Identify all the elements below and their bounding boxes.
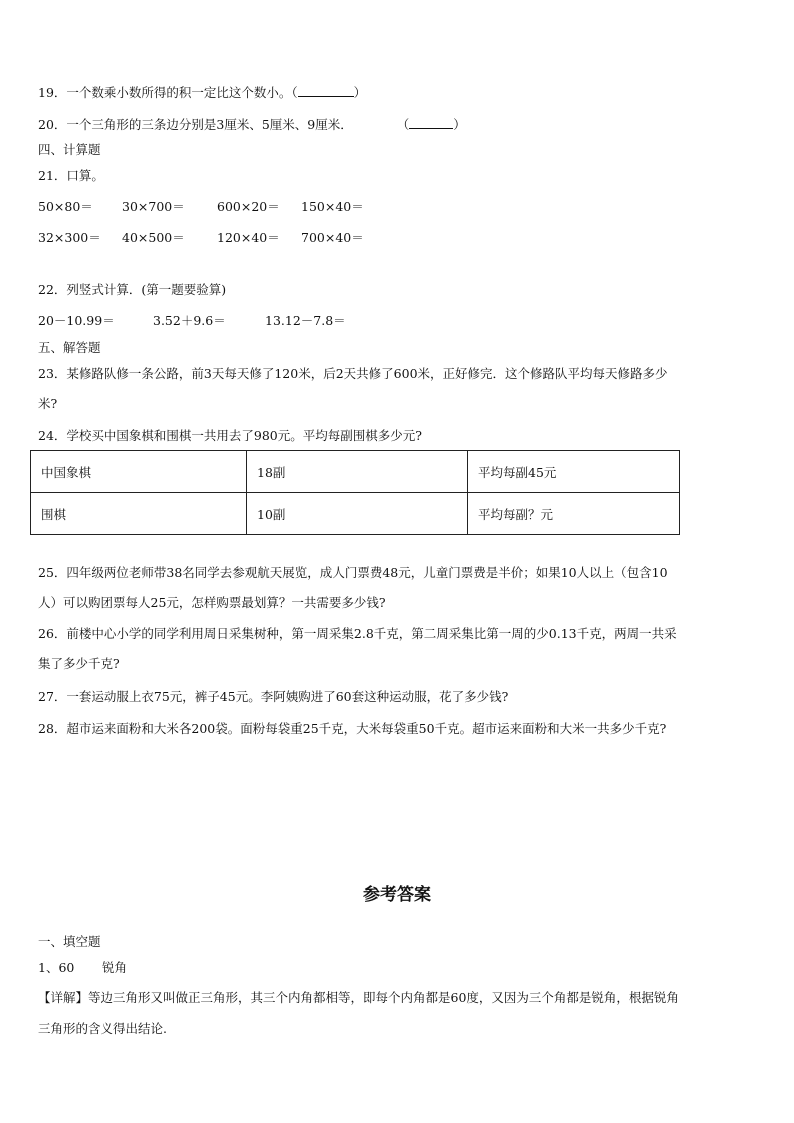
answer-detail-line-2: 三角形的含义得出结论. [38,1021,167,1036]
chess-price-table [30,450,680,535]
table-row [31,493,680,535]
oral-calc-row-2 [38,230,364,246]
question-20-text: 20．一个三角形的三条边分别是3厘米、5厘米、9厘米． [38,117,353,132]
question-19-text: 19．一个数乘小数所得的积一定比这个数小。（ [38,85,298,100]
answers-title: 参考答案 [363,885,431,905]
calc-item: 150×40＝ [301,199,364,214]
calc-item: 13.12－7.8＝ [265,313,346,328]
table-cell: 10副 [247,493,468,535]
question-22-label: 22．列竖式计算．(第一题要验算) [38,282,227,297]
question-24-text: 24．学校买中国象棋和围棋一共用去了980元。平均每副围棋多少元? [38,428,422,443]
question-20 [38,116,466,133]
calc-item: 32×300＝ [38,230,101,245]
table-cell: 平均每副45元 [468,451,680,493]
answer-detail-line-1: 【详解】等边三角形又叫做正三角形，其三个内角都相等，即每个内角都是60度，又因为三个角都是锐角，根据锐角 [38,990,679,1005]
answer-1 [38,960,127,976]
question-25-line-2: 人）可以购团票每人25元，怎样购票最划算？一共需要多少钱? [38,595,386,610]
answer-1-extra: 锐角 [102,960,128,975]
calc-item: 700×40＝ [301,230,364,245]
vertical-calc-row [38,313,346,329]
table-cell: 18副 [247,451,468,493]
question-21-label: 21．口算。 [38,168,104,183]
calc-item: 600×20＝ [217,199,280,214]
table-cell: 围棋 [31,493,247,535]
question-23-line-2: 米? [38,396,58,411]
calc-item: 20－10.99＝ [38,313,115,328]
table-row [31,451,680,493]
question-26-line-2: 集了多少千克? [38,656,120,671]
calc-item: 40×500＝ [122,230,185,245]
question-28: 28．超市运来面粉和大米各200袋。面粉每袋重25千克，大米每袋重50千克。超市运来面粉和大米一共多少千克? [38,721,667,736]
calc-item: 50×80＝ [38,199,93,214]
answer-1-number: 1、60 [38,960,75,975]
answer-blank [298,84,354,97]
question-20-close: ） [453,117,466,132]
question-25-line-1: 25．四年级两位老师带38名同学去参观航天展览，成人门票费48元，儿童门票费是半价；如果10人以上（包含10 [38,565,668,580]
calc-item: 3.52＋9.6＝ [153,313,226,328]
answers-section-1: 一、填空题 [38,934,101,949]
question-26-line-1: 26．前楼中心小学的同学利用周日采集树种，第一周采集2.8千克，第二周采集比第一周的少0.13千克，两周一共采 [38,626,677,641]
oral-calc-row-1 [38,199,364,215]
question-23-line-1: 23．某修路队修一条公路，前3天每天修了120米，后2天共修了600米，正好修完．这个修路队平均每天修路多少 [38,366,668,381]
calc-item: 30×700＝ [122,199,185,214]
question-19 [38,84,366,101]
question-20-open: （ [396,117,410,132]
section-5-heading: 五、解答题 [38,340,101,355]
answer-blank [409,116,453,129]
table-cell: 中国象棋 [31,451,247,493]
table-cell: 平均每副？元 [468,493,680,535]
question-27: 27．一套运动服上衣75元，裤子45元。李阿姨购进了60套这种运动服，花了多少钱? [38,689,509,704]
calc-item: 120×40＝ [217,230,280,245]
section-4-heading: 四、计算题 [38,142,101,157]
question-19-close: ） [353,85,367,100]
